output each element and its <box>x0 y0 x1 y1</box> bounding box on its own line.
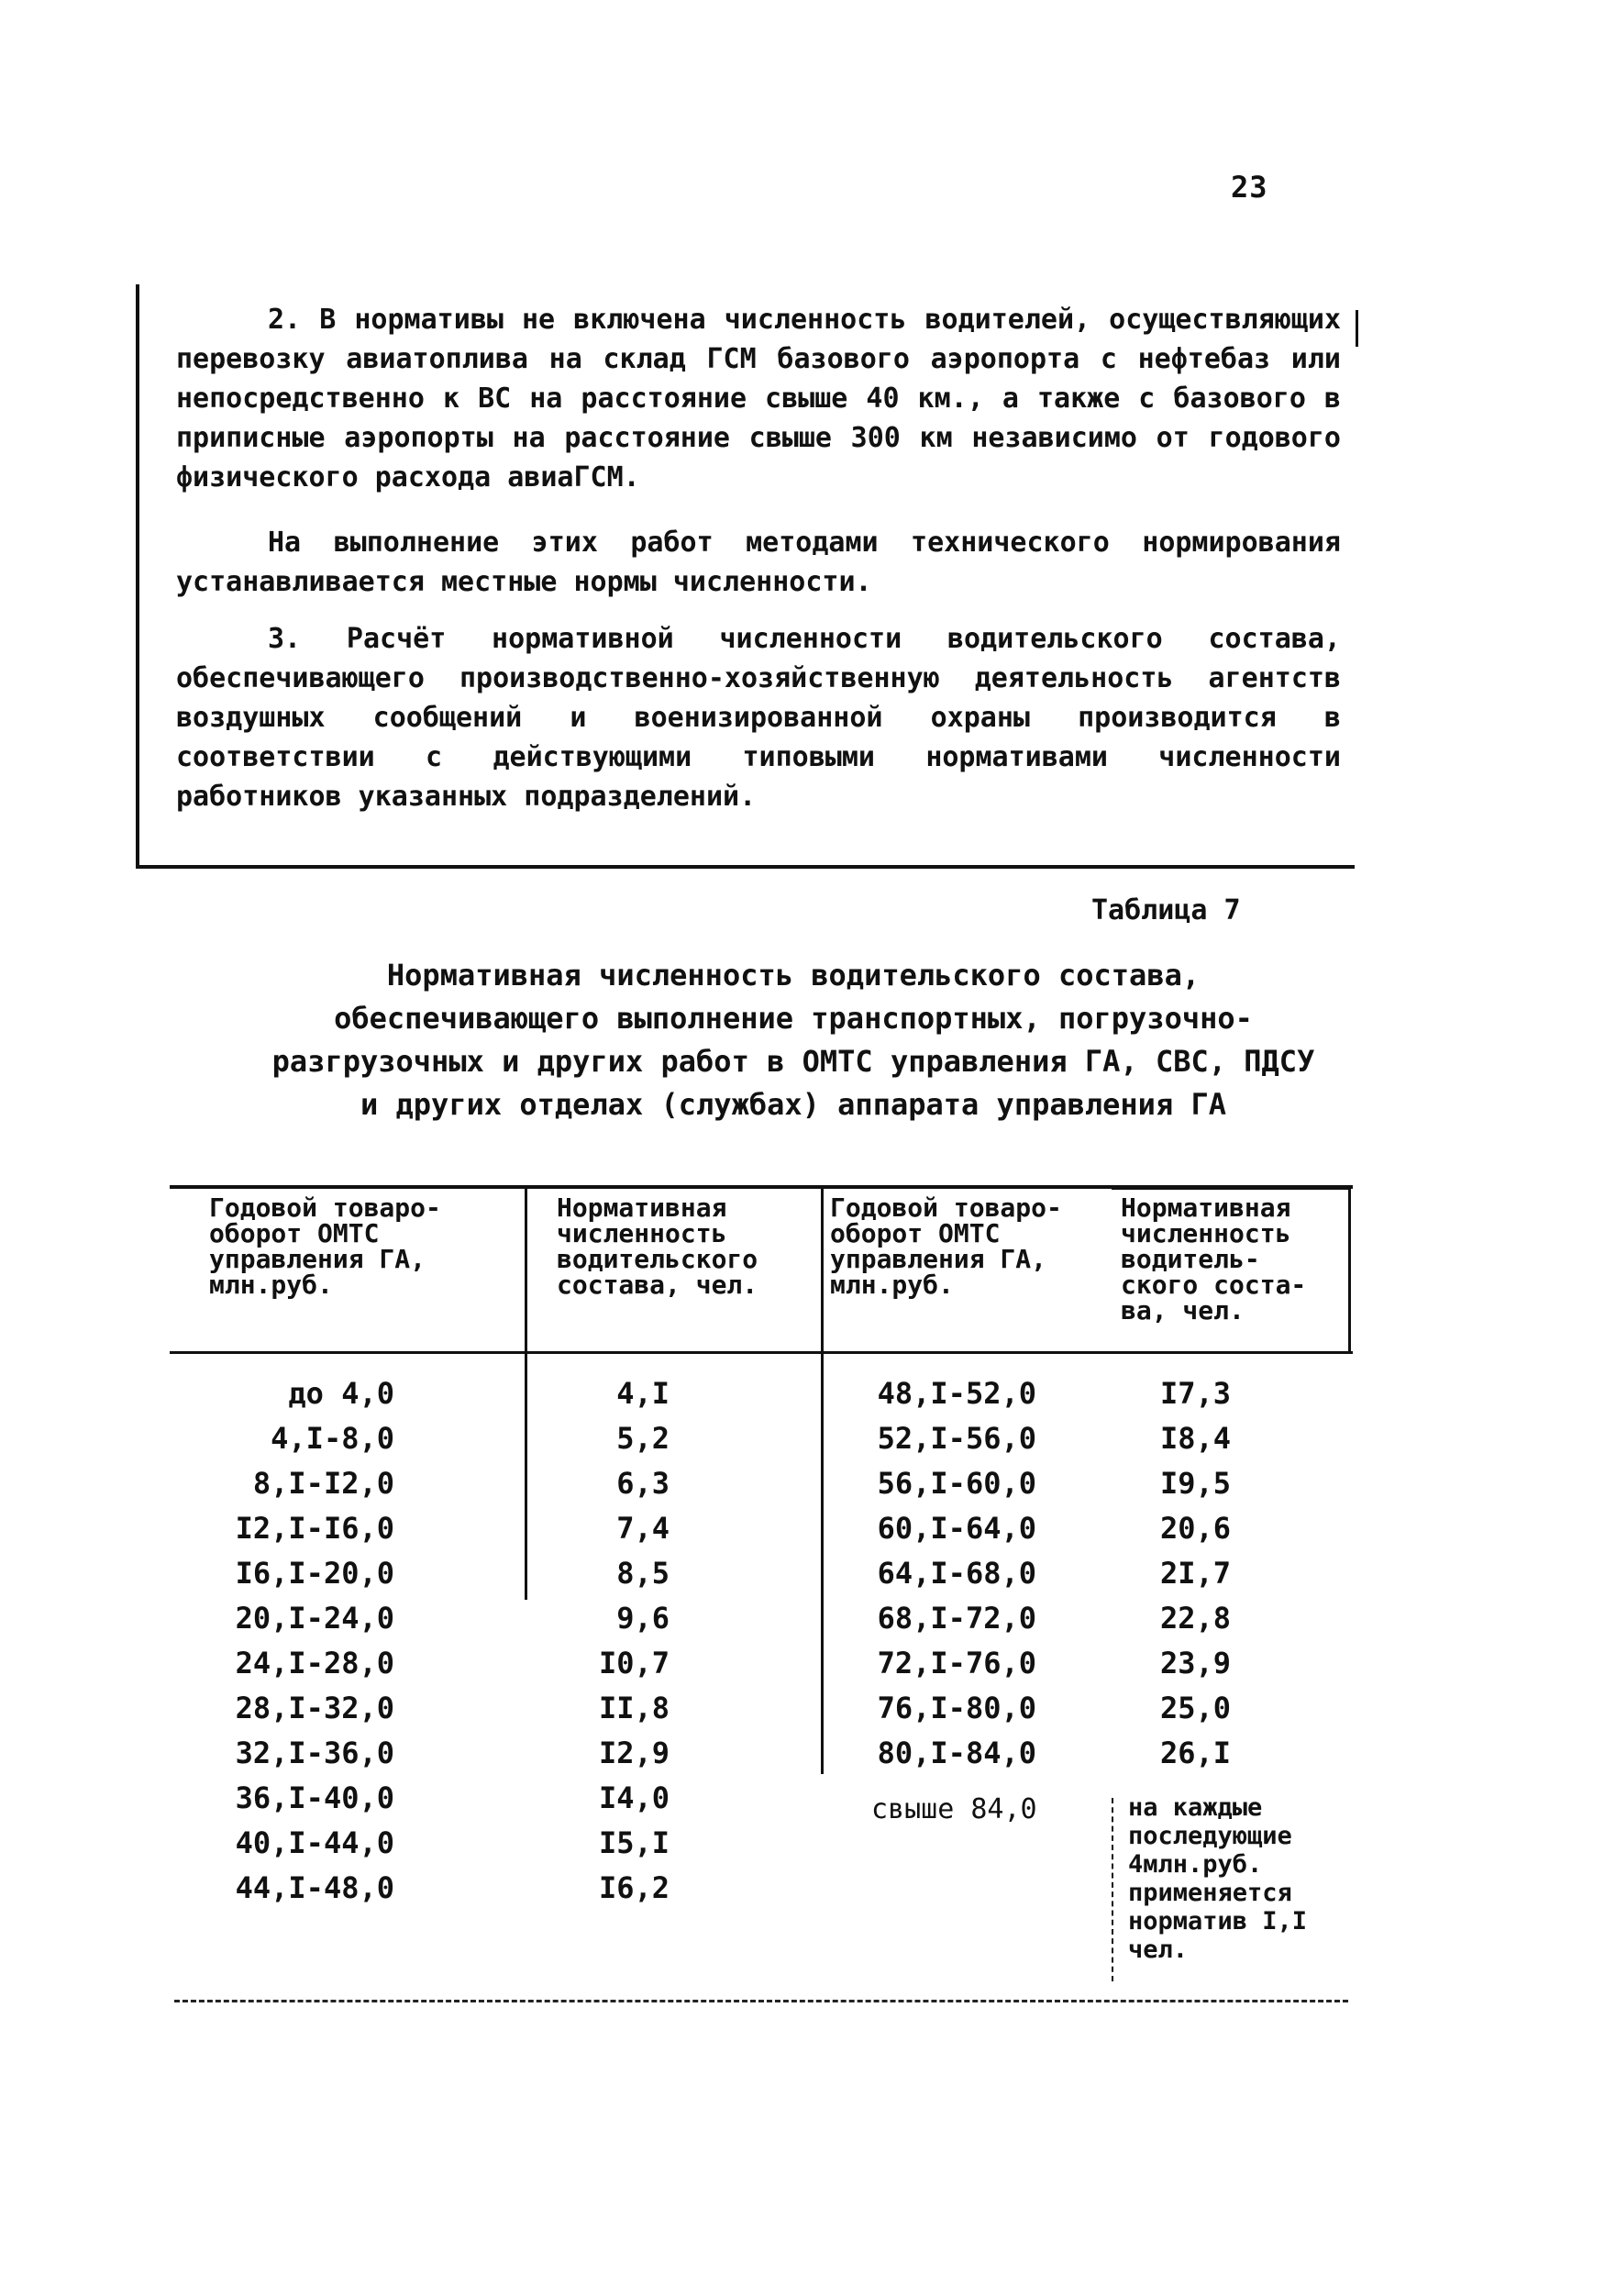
left-staff-column <box>550 1371 670 1911</box>
table-cell: 4,I-8,0 <box>271 1421 394 1456</box>
table-cell: I0,7 <box>598 1646 670 1680</box>
table-cell: 48,I-52,0 <box>877 1376 1036 1411</box>
table-cell: I5,I <box>598 1825 670 1860</box>
table-cell: 24,I-28,0 <box>235 1646 394 1680</box>
table-cell: 5,2 <box>616 1421 670 1456</box>
table-cell: 52,I-56,0 <box>877 1421 1036 1456</box>
table-cell: 6,3 <box>616 1466 670 1501</box>
table-cell: 4,I <box>616 1376 670 1411</box>
table-cell: 9,6 <box>616 1601 670 1636</box>
table-cell: 8,5 <box>616 1556 670 1591</box>
column-divider-3-lower <box>1112 1798 1113 1981</box>
table-cell: 2I,7 <box>1160 1556 1232 1591</box>
header-turnover-right: Годовой товаро- оборот ОМТС управления ГА, млн.руб. <box>830 1192 1062 1300</box>
table-number: Таблица 7 <box>1091 894 1241 926</box>
notes-box <box>136 284 1355 869</box>
table-cell: I8,4 <box>1160 1421 1232 1456</box>
table-cell: 32,I-36,0 <box>235 1736 394 1770</box>
note-paragraph-2-continued: На выполнение этих работ методами технического нормирования устанавливается местные нормы численности. <box>176 527 1341 598</box>
page-number: 23 <box>1231 170 1268 205</box>
table-cell: 8,I-I2,0 <box>252 1466 394 1501</box>
table-cell: I6,2 <box>598 1870 670 1905</box>
table-cell: 44,I-48,0 <box>235 1870 394 1905</box>
box-corner-mark <box>1356 310 1358 347</box>
table-cell: I6,I-20,0 <box>235 1556 394 1591</box>
note-paragraph-3: 3. Расчёт нормативной численности водительского состава, обеспечивающего производственно-хозяйственную деятельность агентств воздушных сообщений и военизированной охраны производится в соответствии с действующими типовыми нормативами численности работников указанных подразделений. <box>176 623 1341 813</box>
table-cell: 76,I-80,0 <box>877 1691 1036 1725</box>
table-cell: I2,I-I6,0 <box>235 1511 394 1546</box>
table-cell: 36,I-40,0 <box>235 1780 394 1815</box>
table-cell: 60,I-64,0 <box>877 1511 1036 1546</box>
right-turnover-column <box>825 1371 1036 1776</box>
column-divider-1-lower <box>525 1361 527 1600</box>
table-cell: 20,I-24,0 <box>235 1601 394 1636</box>
table-cell: 7,4 <box>616 1511 670 1546</box>
table-cell: 25,0 <box>1160 1691 1232 1725</box>
table-cell: 80,I-84,0 <box>877 1736 1036 1770</box>
table-cell: 28,I-32,0 <box>235 1691 394 1725</box>
table-cell: 72,I-76,0 <box>877 1646 1036 1680</box>
table-cell: 64,I-68,0 <box>877 1556 1036 1591</box>
column-divider-1 <box>525 1187 527 1361</box>
table-cell: II,8 <box>598 1691 670 1725</box>
table-cell: 56,I-60,0 <box>877 1466 1036 1501</box>
table-cell: 68,I-72,0 <box>877 1601 1036 1636</box>
table-cell: I2,9 <box>598 1736 670 1770</box>
header-staff-left: Нормативная численность водительского состава, чел. <box>557 1192 758 1300</box>
table-cell: 20,6 <box>1160 1511 1232 1546</box>
above-84-note: на каждые последующие 4млн.руб. применяется норматив I,I чел. <box>1128 1793 1308 1964</box>
column-divider-2 <box>821 1187 824 1774</box>
table-cell: I7,3 <box>1160 1376 1232 1411</box>
note-paragraph-2: 2. В нормативы не включена численность водителей, осуществляющих перевозку авиатоплива на склад ГСМ базового аэропорта с нефтебаз или непосредственно к ВС на расстояние свыше 40 км., а также с базового в приписные аэропорты на расстояние свыше 300 км независимо от годового физического расхода авиаГСМ. <box>176 304 1341 494</box>
table-cell: I4,0 <box>598 1780 670 1815</box>
header-staff-right: Нормативная численность водитель- ского соста- ва, чел. <box>1121 1192 1307 1325</box>
table-bottom-rule <box>174 2000 1348 2002</box>
above-84-label: свыше 84,0 <box>871 1793 1037 1825</box>
header-turnover-left: Годовой товаро- оборот ОМТС управления ГА, млн.руб. <box>209 1192 441 1300</box>
table-cell: до 4,0 <box>288 1376 394 1411</box>
table-cell: I9,5 <box>1160 1466 1232 1501</box>
left-turnover-column <box>174 1371 394 1911</box>
table-cell: 26,I <box>1160 1736 1232 1770</box>
table-cell: 40,I-44,0 <box>235 1825 394 1860</box>
right-staff-column <box>1160 1371 1261 1776</box>
table-cell: 22,8 <box>1160 1601 1232 1636</box>
table-caption: Нормативная численность водительского состава, обеспечивающего выполнение транспортных, погрузочно-разгрузочных и других работ в ОМТС управления ГА, СВС, ПДСУ и других отделах (службах) аппарата управления ГА <box>271 958 1315 1122</box>
table-cell: 23,9 <box>1160 1646 1232 1680</box>
